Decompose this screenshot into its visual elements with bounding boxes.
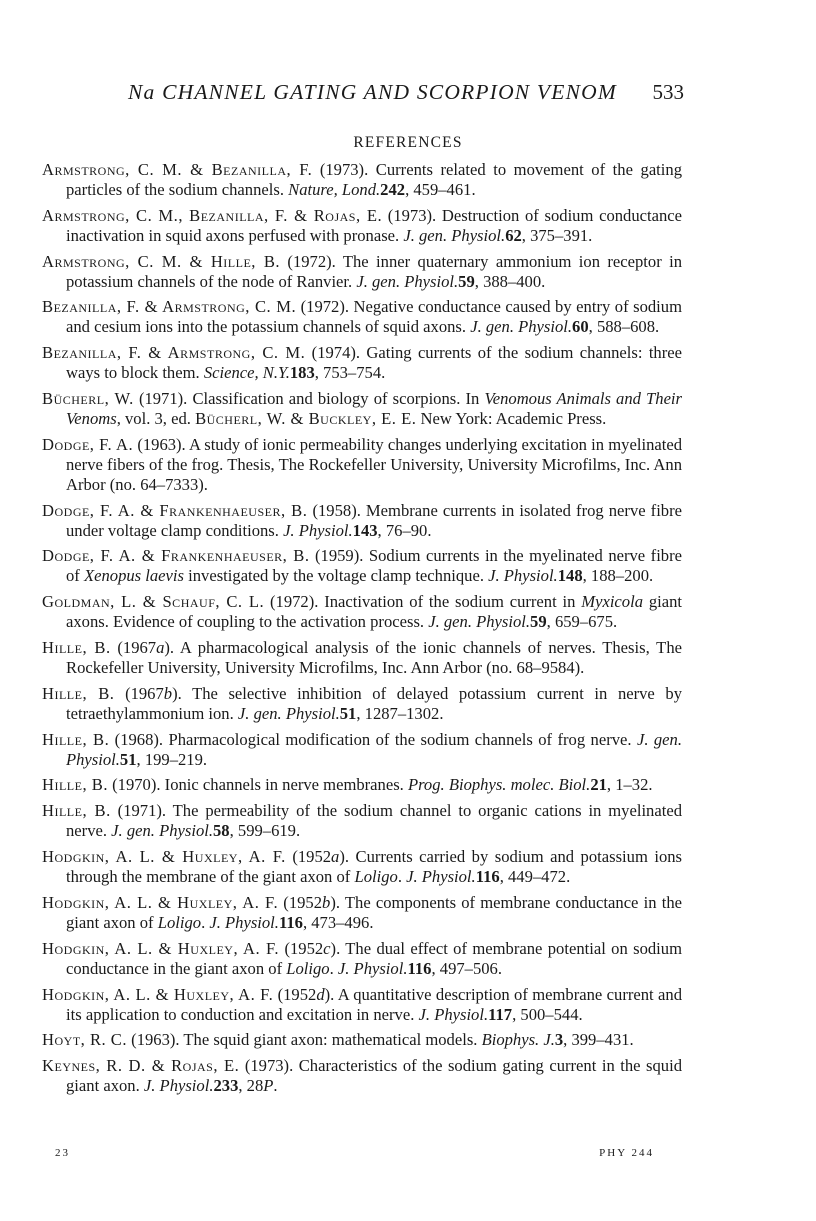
ref-text: (1952 bbox=[285, 847, 332, 867]
ref-authors: Hille, B. bbox=[42, 801, 111, 821]
ref-species: Myxicola bbox=[581, 592, 643, 612]
ref-pages: , 500–544. bbox=[512, 1004, 583, 1024]
ref-year-suffix: a bbox=[331, 847, 340, 867]
ref-authors: Bezanilla, F. & Armstrong, C. M. bbox=[42, 343, 306, 363]
reference-entry bbox=[42, 638, 682, 678]
reference-entry bbox=[42, 1056, 682, 1096]
reference-entry bbox=[42, 1030, 682, 1050]
ref-text: (1973). Destruction of sodium conductance inactivation in squid axons perfused with pronase. bbox=[66, 205, 682, 245]
ref-text: (1968). Pharmacological modification of the sodium channels of frog nerve. bbox=[109, 729, 637, 749]
ref-volume: 59 bbox=[458, 271, 475, 291]
ref-authors: Bezanilla, F. & Armstrong, C. M. bbox=[42, 297, 297, 317]
ref-text: (1952 bbox=[278, 893, 323, 912]
ref-year-suffix: a bbox=[156, 638, 165, 658]
ref-year-suffix: b bbox=[163, 683, 173, 703]
ref-authors: Dodge, F. A. bbox=[42, 434, 134, 454]
ref-text: (1972). The inner quaternary ammonium ion receptor in potassium channels of the node of Ranvier. bbox=[66, 251, 682, 291]
ref-pages: , 599–619. bbox=[229, 821, 301, 841]
ref-text: (1972). Negative conductance caused by entry of sodium and cesium ions into the potassium channels of squid axons. bbox=[66, 297, 682, 337]
ref-volume: 58 bbox=[213, 821, 230, 841]
ref-text: (1958). Membrane currents in isolated frog nerve fibre under voltage clamp conditions. bbox=[66, 500, 682, 540]
ref-authors: Armstrong, C. M. & Hille, B. bbox=[42, 251, 281, 271]
ref-text: New York: Academic Press. bbox=[416, 408, 607, 428]
ref-authors: Armstrong, C. M. & Bezanilla, F. bbox=[42, 160, 313, 179]
ref-volume: 148 bbox=[557, 566, 583, 586]
reference-entry bbox=[42, 985, 682, 1025]
ref-authors: Hodgkin, A. L. & Huxley, A. F. bbox=[42, 893, 279, 912]
ref-authors: Hille, B. bbox=[42, 638, 111, 658]
journal-code: PHY 244 bbox=[599, 1147, 654, 1159]
ref-pages: , 449–472. bbox=[499, 867, 571, 887]
ref-year-suffix: c bbox=[323, 938, 331, 958]
ref-text: (1963). The squid giant axon: mathematical models. bbox=[127, 1030, 482, 1050]
ref-text: (1973). Characteristics of the sodium gating current in the squid giant axon. bbox=[66, 1056, 682, 1096]
ref-volume: 143 bbox=[352, 520, 378, 540]
ref-volume: 116 bbox=[278, 912, 303, 932]
ref-authors: Hodgkin, A. L. & Huxley, A. F. bbox=[42, 847, 286, 867]
ref-volume: 62 bbox=[505, 225, 522, 245]
ref-pages: , 188–200. bbox=[582, 566, 654, 586]
ref-species: Xenopus laevis bbox=[83, 566, 184, 586]
ref-book-title: Venomous Animals and Their Venoms bbox=[66, 389, 683, 428]
ref-text: ). A pharmacological analysis of the ionic channels of nerves. Thesis, The Rockefeller University, University Microfilms, Inc. Ann Arbor (no. 68–9584). bbox=[66, 638, 682, 677]
references-heading: REFERENCES bbox=[353, 134, 463, 151]
ref-journal: J. gen. Physiol. bbox=[428, 612, 531, 632]
ref-text: (1963). A study of ionic permeability changes underlying excitation in myelinated nerve fibers of the frog. Thesis, The Rockefeller University, University Microfilms, Inc. Ann Arbor (no. 64–7333). bbox=[66, 434, 683, 494]
ref-text: ). The dual effect of membrane potential on sodium conductance in the giant axon of bbox=[66, 938, 682, 978]
ref-journal: Biophys. J. bbox=[481, 1030, 555, 1050]
reference-entry bbox=[42, 730, 682, 770]
ref-pages: , 588–608. bbox=[588, 317, 660, 337]
ref-journal: J. Physiol. bbox=[418, 1004, 489, 1024]
ref-text: (1971). The permeability of the sodium channel to organic cations in myelinated nerve. bbox=[66, 801, 682, 841]
ref-text: investigated by the voltage clamp technique. bbox=[184, 566, 489, 586]
ref-authors: Dodge, F. A. & Frankenhaeuser, B. bbox=[42, 546, 310, 566]
ref-journal: Prog. Biophys. molec. Biol. bbox=[407, 775, 591, 795]
ref-text: ). The components of membrane conductance in the giant axon of bbox=[66, 893, 682, 932]
ref-text: giant axons. Evidence of coupling to the activation process. bbox=[66, 592, 683, 632]
ref-year-suffix: d bbox=[316, 984, 325, 1004]
ref-text: (1967 bbox=[110, 638, 157, 658]
reference-entry bbox=[42, 775, 682, 795]
ref-pages: , 753–754. bbox=[314, 363, 386, 383]
ref-authors: Goldman, L. & Schauf, C. L. bbox=[42, 592, 265, 612]
reference-entry bbox=[42, 435, 682, 495]
reference-entry bbox=[42, 893, 682, 933]
ref-volume: 51 bbox=[339, 703, 357, 723]
ref-text: ). A quantitative description of membrane current and its application to conduction and excitation in nerve. bbox=[66, 984, 682, 1024]
ref-journal: J. Physiol. bbox=[283, 520, 353, 540]
reference-entry bbox=[42, 592, 682, 632]
ref-text: (1967 bbox=[114, 683, 164, 703]
reference-entry bbox=[42, 847, 682, 887]
ref-journal: J. gen. Physiol. bbox=[66, 729, 682, 769]
ref-journal: J. gen. Physiol. bbox=[470, 317, 573, 337]
ref-text: . bbox=[397, 867, 407, 887]
ref-journal: J. Physiol. bbox=[209, 912, 279, 932]
ref-volume: 116 bbox=[407, 958, 432, 978]
ref-pages: , 28 bbox=[238, 1076, 264, 1096]
signature-mark: 23 bbox=[55, 1147, 70, 1159]
ref-journal: J. Physiol. bbox=[337, 958, 408, 978]
running-header bbox=[128, 80, 684, 110]
ref-text: (1952 bbox=[279, 938, 324, 958]
ref-pages: , 76–90. bbox=[377, 520, 432, 540]
ref-volume: 21 bbox=[590, 775, 607, 795]
ref-pages: , 459–461. bbox=[405, 179, 476, 199]
ref-text: (1952 bbox=[273, 984, 317, 1004]
ref-volume: 242 bbox=[380, 179, 406, 199]
ref-text: , vol. 3, ed. bbox=[116, 408, 196, 428]
ref-text: (1974). Gating currents of the sodium channels: three ways to block them. bbox=[66, 343, 682, 383]
ref-authors: Dodge, F. A. & Frankenhaeuser, B. bbox=[42, 500, 308, 520]
ref-text: . bbox=[273, 1076, 278, 1096]
ref-pages: , 375–391. bbox=[521, 225, 593, 245]
ref-text: . bbox=[329, 958, 338, 978]
ref-volume: 60 bbox=[572, 317, 589, 337]
reference-list bbox=[42, 160, 682, 1102]
ref-authors: Hille, B. bbox=[42, 683, 115, 703]
page-footer bbox=[55, 1147, 654, 1163]
ref-species: Loligo bbox=[157, 912, 202, 932]
ref-pages: , 199–219. bbox=[136, 749, 208, 769]
reference-entry bbox=[42, 297, 682, 337]
ref-journal: J. Physiol. bbox=[406, 867, 476, 887]
ref-pages: , 473–496. bbox=[302, 912, 374, 932]
reference-entry bbox=[42, 684, 682, 724]
ref-text: (1972). Inactivation of the sodium current in bbox=[264, 592, 582, 612]
ref-volume: 183 bbox=[289, 363, 315, 383]
ref-volume: 51 bbox=[119, 749, 137, 769]
ref-year-suffix: b bbox=[322, 893, 331, 912]
ref-authors: Hille, B. bbox=[42, 775, 108, 795]
ref-pages: , 388–400. bbox=[474, 271, 546, 291]
reference-entry bbox=[42, 206, 682, 246]
ref-pages: , 1287–1302. bbox=[356, 703, 444, 723]
ref-text: ). The selective inhibition of delayed potassium current in nerve by tetraethylammonium ion. bbox=[66, 683, 682, 723]
ref-journal: J. gen. Physiol. bbox=[356, 271, 459, 291]
ref-journal: Nature, Lond. bbox=[288, 179, 381, 199]
ref-journal: Science, N.Y. bbox=[203, 363, 290, 383]
ref-species: Loligo bbox=[354, 867, 398, 887]
reference-entry bbox=[42, 160, 682, 200]
page-number: 533 bbox=[652, 80, 684, 104]
ref-volume: 116 bbox=[475, 867, 500, 887]
ref-pages: , 1–32. bbox=[606, 775, 653, 795]
reference-entry bbox=[42, 343, 682, 383]
ref-journal: J. gen. Physiol. bbox=[403, 225, 506, 245]
ref-journal: J. gen. Physiol. bbox=[111, 821, 213, 841]
ref-text: (1959). Sodium currents in the myelinated nerve fibre of bbox=[66, 546, 682, 586]
ref-volume: 233 bbox=[213, 1076, 239, 1096]
ref-journal: J. Physiol. bbox=[143, 1076, 214, 1096]
ref-pages: , 497–506. bbox=[431, 958, 502, 978]
ref-authors: Bücherl, W. bbox=[42, 389, 134, 409]
ref-text: (1971). Classification and biology of scorpions. In bbox=[133, 389, 485, 409]
reference-entry bbox=[42, 389, 682, 429]
ref-text: (1973). Currents related to movement of the gating particles of the sodium channels. bbox=[66, 160, 682, 199]
ref-text: (1970). Ionic channels in nerve membranes. bbox=[107, 775, 408, 795]
ref-volume: 117 bbox=[488, 1004, 513, 1024]
ref-text: . bbox=[201, 912, 210, 932]
ref-authors: Armstrong, C. M., Bezanilla, F. & Rojas, E. bbox=[42, 205, 383, 225]
reference-entry bbox=[42, 801, 682, 841]
reference-entry bbox=[42, 501, 682, 541]
ref-authors: Keynes, R. D. & Rojas, E. bbox=[42, 1056, 240, 1076]
ref-journal: J. gen. Physiol. bbox=[237, 703, 340, 723]
ref-authors: Hoyt, R. C. bbox=[42, 1030, 128, 1050]
ref-volume: 3 bbox=[554, 1030, 564, 1050]
reference-entry bbox=[42, 939, 682, 979]
ref-species: Loligo bbox=[286, 958, 330, 978]
ref-editors: Bücherl, W. & Buckley, E. E. bbox=[195, 408, 417, 428]
ref-authors: Hodgkin, A. L. & Huxley, A. F. bbox=[42, 984, 274, 1004]
ref-authors: Hodgkin, A. L. & Huxley, A. F. bbox=[42, 938, 280, 958]
ref-volume: 59 bbox=[530, 612, 547, 632]
ref-authors: Hille, B. bbox=[42, 729, 110, 749]
ref-text: ). Currents carried by sodium and potassium ions through the membrane of the giant axon of bbox=[66, 847, 682, 887]
reference-entry bbox=[42, 546, 682, 586]
ref-page-suffix: P bbox=[263, 1076, 274, 1096]
ref-journal: J. Physiol. bbox=[488, 566, 558, 586]
ref-pages: , 659–675. bbox=[546, 612, 618, 632]
ref-pages: , 399–431. bbox=[563, 1030, 634, 1050]
running-title: Na CHANNEL GATING AND SCORPION VENOM bbox=[128, 80, 617, 104]
reference-entry bbox=[42, 252, 682, 292]
